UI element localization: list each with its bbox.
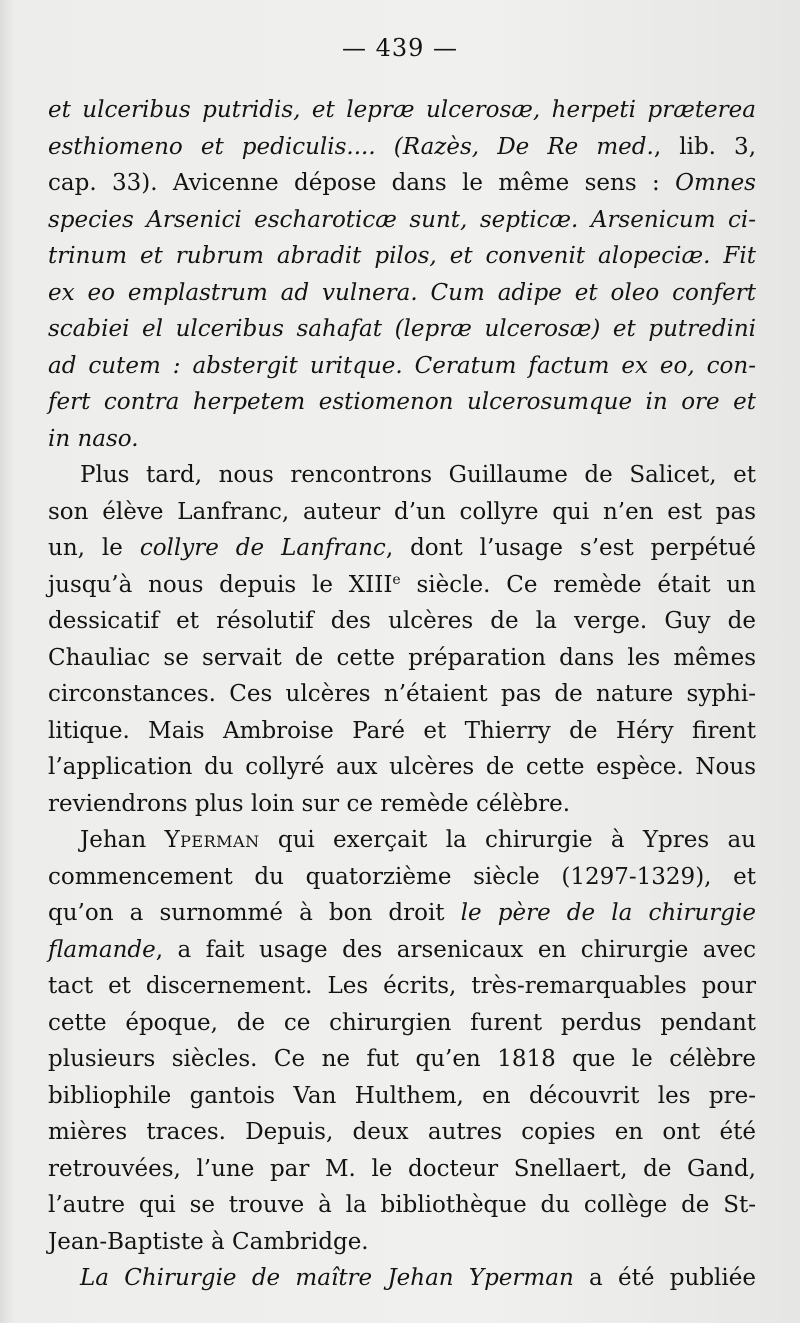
text-segment: fert contra herpetem estiomenon ulcerosumque in ore et (48, 389, 756, 415)
text-segment: dessicatif et résolutif des ulcères de la verge. Guy de (48, 608, 756, 634)
text-line (48, 202, 756, 239)
text-segment: collyre de Lanfranc (139, 535, 386, 561)
text-segment: a été publiée (573, 1265, 756, 1291)
text-line (48, 238, 756, 275)
text-line (48, 1260, 756, 1297)
text-segment: jusqu’à nous depuis le XIII (48, 571, 393, 598)
text-segment: species Arsenici escharoticæ sunt, septicæ. Arsenicum ci- (48, 206, 756, 233)
text-line (48, 859, 756, 896)
text-segment: in naso. (48, 425, 139, 452)
text-line (48, 713, 756, 750)
text-segment: , lib. 3, (653, 133, 757, 160)
text-line (48, 1005, 756, 1042)
text-segment: siècle. Ce remède était un (400, 571, 756, 598)
text-segment: qui exerçait la chirurgie à Ypres au (259, 827, 756, 853)
text-segment: cette époque, de ce chirurgien furent perdus pendant (48, 1009, 756, 1036)
text-segment: l’autre qui se trouve à la bibliothèque du collège de St- (48, 1192, 756, 1218)
text-line (48, 895, 756, 932)
text-segment: esthiomeno et pediculis.... ( (48, 133, 403, 160)
text-segment: plusieurs siècles. Ce ne fut qu’en 1818 que le célèbre (48, 1046, 756, 1072)
text-line (48, 676, 756, 713)
text-segment: trinum et rubrum abradit pilos, et convenit alopeciæ. Fit (48, 243, 756, 269)
text-segment: tact et discernement. Les écrits, très-remarquables pour (48, 973, 756, 999)
text-segment: bibliophile gantois Van Hulthem, en découvrit les pre- (48, 1082, 756, 1109)
text-segment: et ulceribus putridis, et lepræ ulcerosæ, herpeti præterea (48, 97, 756, 123)
text-line (48, 567, 756, 604)
text-segment: mières traces. Depuis, deux autres copies en ont été (48, 1119, 756, 1145)
text-line (48, 822, 756, 859)
text-line (48, 1078, 756, 1115)
text-segment: e (392, 571, 401, 588)
text-segment: Plus tard, nous rencontrons Guillaume de Salicet, et (80, 462, 756, 488)
text-segment: retrouvées, l’une par M. le docteur Snellaert, de Gand, (48, 1155, 756, 1182)
text-segment: Chauliac se servait de cette préparation dans les mêmes (48, 644, 756, 671)
page-body (48, 92, 756, 1297)
text-segment: Jean-Baptiste à Cambridge. (48, 1228, 369, 1255)
text-segment: Omnes (675, 170, 756, 196)
text-line (48, 1224, 756, 1261)
text-segment: Yperman (164, 827, 260, 853)
text-segment: La Chirurgie de maître Jehan Yperman (80, 1265, 574, 1291)
text-segment: son élève Lanfranc, auteur d’un collyre qui n’en est pas (48, 498, 756, 525)
text-line (48, 786, 756, 823)
text-line (48, 165, 756, 202)
text-segment: l’application du collyré aux ulcères de cette espèce. Nous (48, 754, 756, 780)
text-segment: qu’on a surnommé à bon droit (48, 900, 461, 926)
text-line (48, 1187, 756, 1224)
text-line (48, 275, 756, 312)
text-line (48, 1114, 756, 1151)
text-line (48, 384, 756, 421)
text-line (48, 603, 756, 640)
text-segment: Jehan (80, 827, 165, 853)
text-segment: ad cutem : abstergit uritque. Ceratum factum ex eo, con- (48, 352, 756, 379)
text-line (48, 92, 756, 129)
text-line (48, 311, 756, 348)
text-segment: commencement du quatorzième siècle (1297-1329), et (48, 863, 756, 890)
text-line (48, 421, 756, 458)
text-segment: scabiei el ulceribus sahafat (lepræ ulcerosæ) et putredini (48, 316, 756, 342)
text-segment: reviendrons plus loin sur ce remède célèbre. (48, 790, 571, 817)
text-line (48, 749, 756, 786)
text-line (48, 640, 756, 677)
text-line (48, 932, 756, 969)
text-line (48, 457, 756, 494)
text-line (48, 348, 756, 385)
text-line (48, 494, 756, 531)
text-segment: Razès, De Re med. (402, 133, 654, 160)
text-segment: flamande (48, 936, 156, 963)
text-segment: litique. Mais Ambroise Paré et Thierry de Héry firent (48, 717, 756, 744)
text-line (48, 129, 756, 166)
text-segment: , dont l’usage s’est perpétué (385, 535, 756, 561)
text-segment: , a fait usage des arsenicaux en chirurgie avec (155, 936, 756, 963)
text-segment: le père de la chirurgie (460, 900, 756, 926)
text-line (48, 968, 756, 1005)
text-segment: un, le (48, 535, 140, 561)
text-line (48, 530, 756, 567)
text-segment: cap. 33). Avicenne dépose dans le même sens : (48, 170, 676, 196)
text-line (48, 1041, 756, 1078)
text-line (48, 1151, 756, 1188)
page-number: — 439 — (341, 34, 459, 62)
text-segment: circonstances. Ces ulcères n’étaient pas de nature syphi- (48, 681, 756, 707)
text-segment: ex eo emplastrum ad vulnera. Cum adipe et oleo confert (48, 279, 756, 306)
